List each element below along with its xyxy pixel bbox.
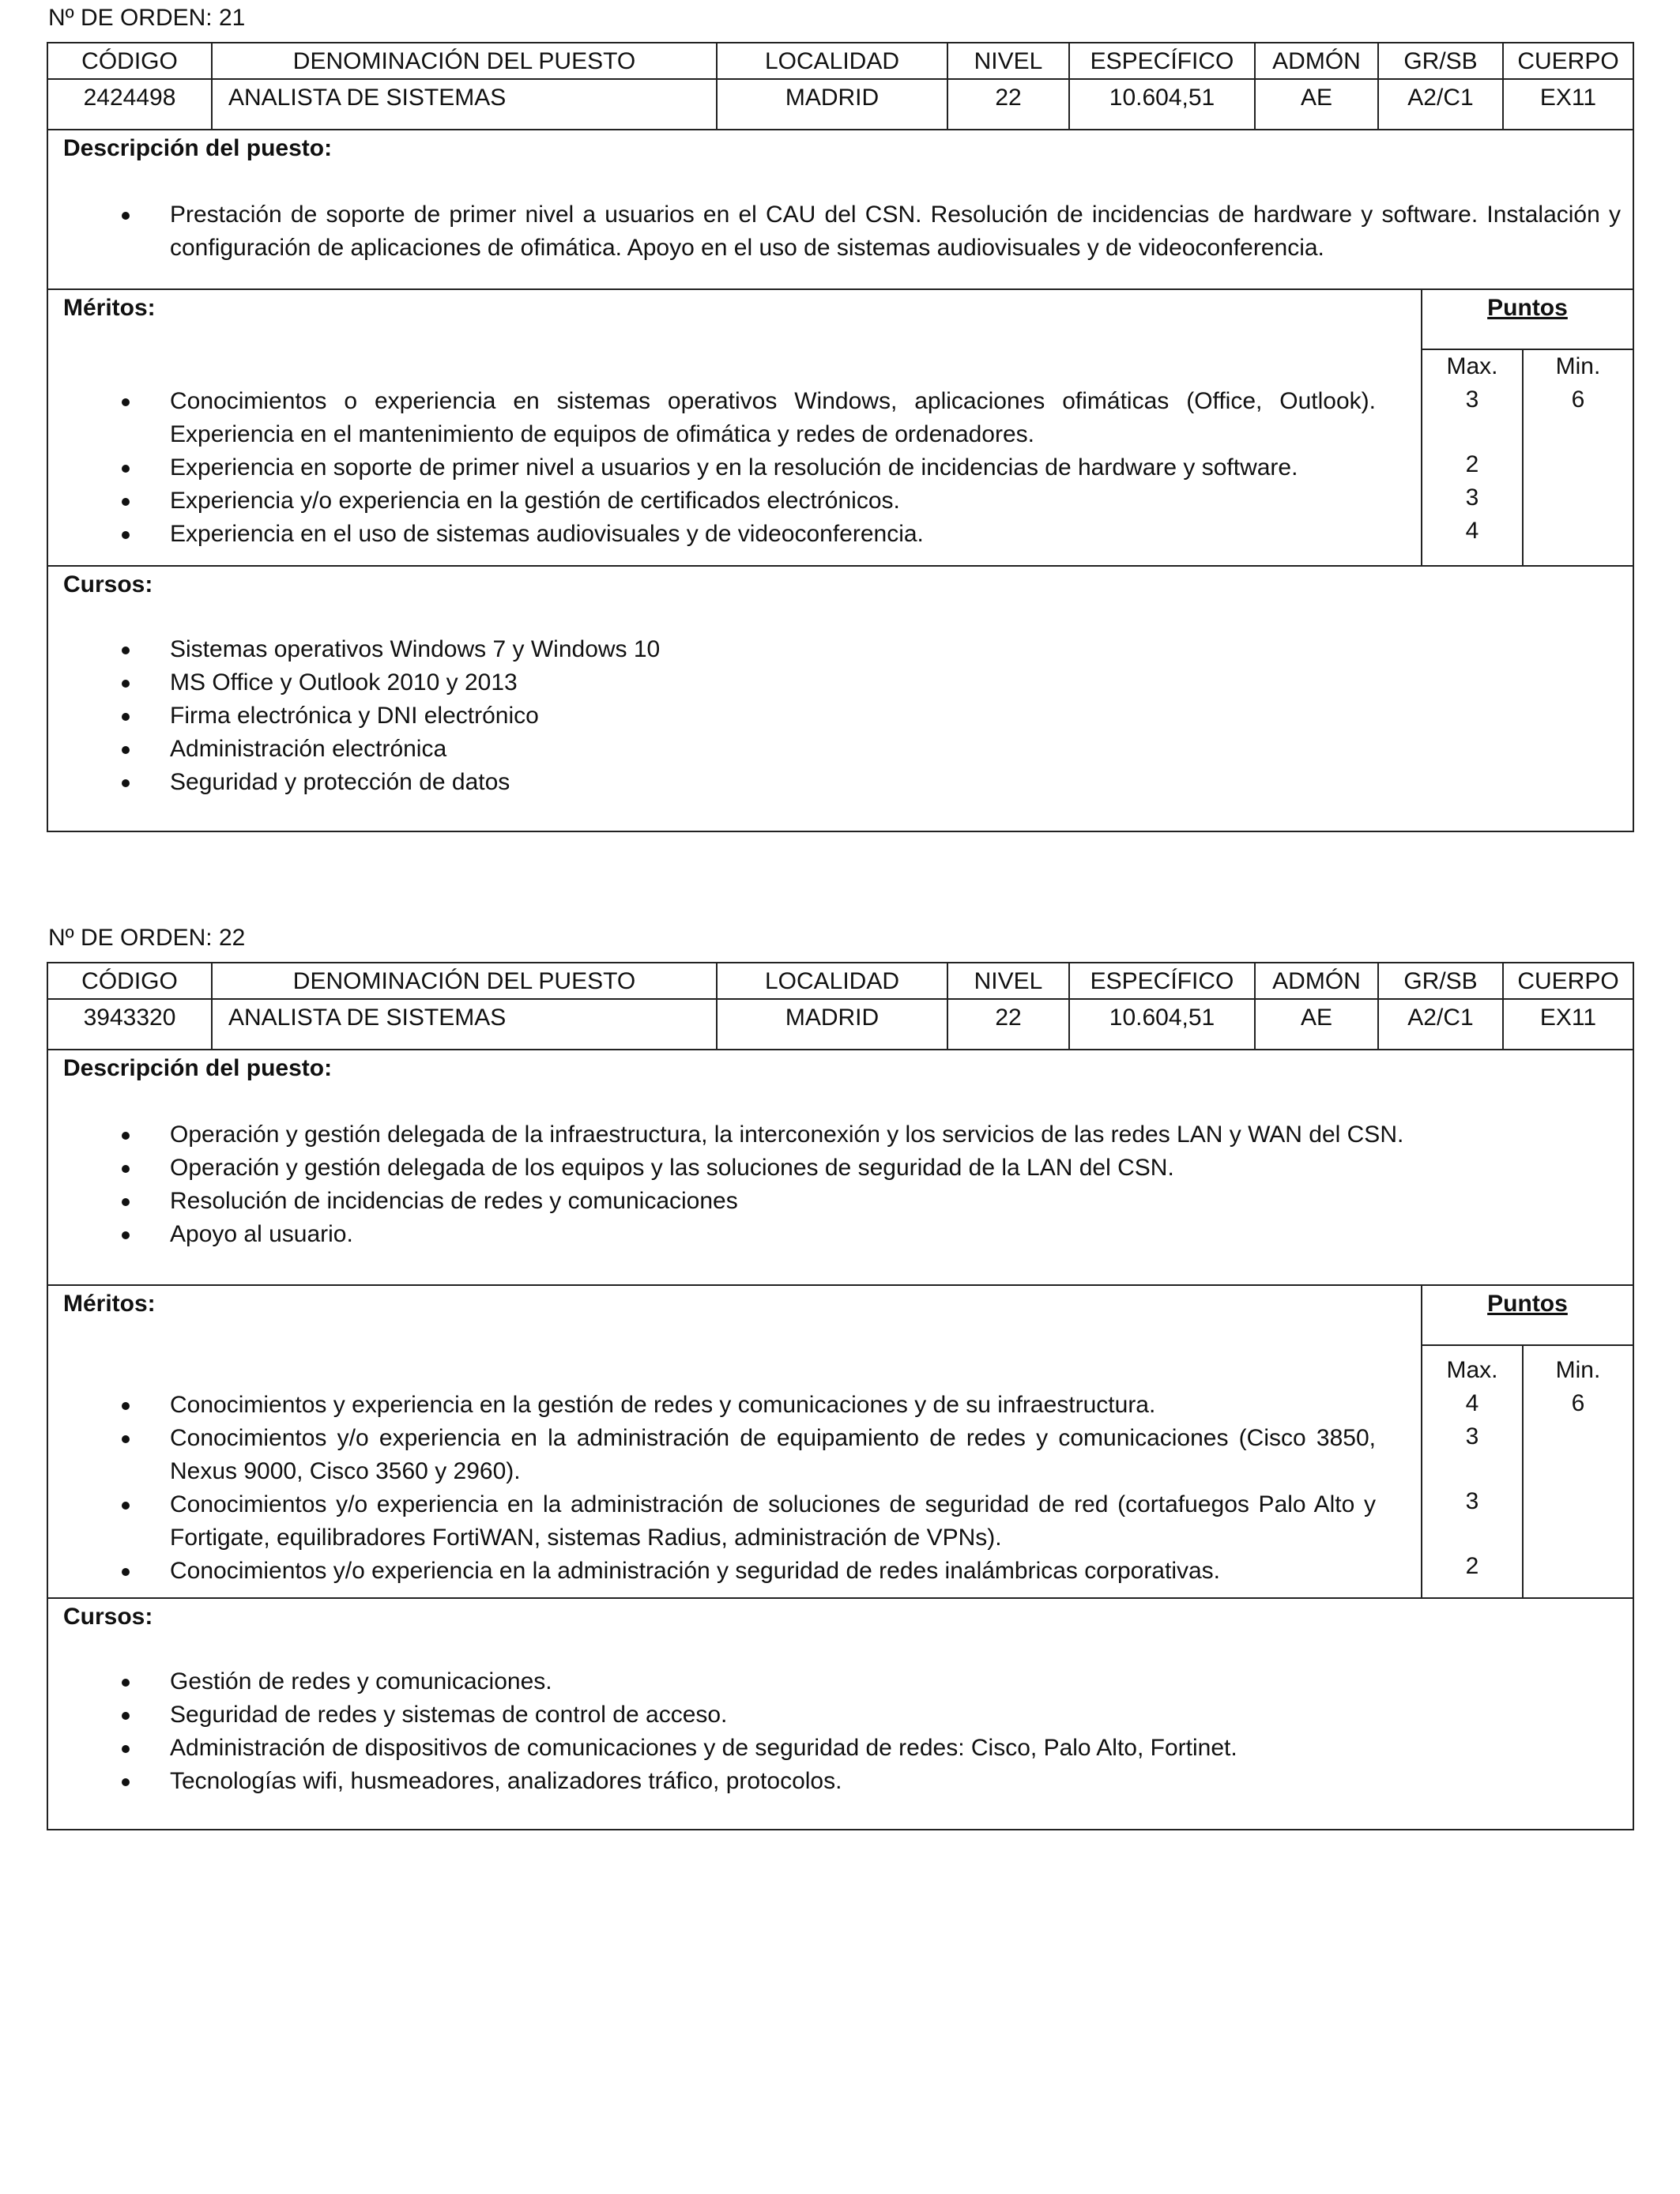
puntos-min-column	[1524, 350, 1633, 565]
list-item: Apoyo al usuario.	[48, 1218, 1621, 1251]
header-row	[48, 43, 1633, 80]
max-value: 3	[1465, 1488, 1479, 1514]
header-cuerpo: CUERPO	[1517, 48, 1619, 74]
list-item: Experiencia en soporte de primer nivel a usuarios y en la resolución de incidencias de hardware y software.	[48, 451, 1376, 484]
header-admon: ADMÓN	[1256, 43, 1379, 78]
list-item: Prestación de soporte de primer nivel a usuarios en el CAU del CSN. Resolución de incidencias de hardware y software. Instalación y configuración de aplicaciones de ofimática. Apoyo en el uso de sistemas audiovisuales y de videoconferencia.	[48, 198, 1621, 265]
value-grsb: A2/C1	[1379, 1000, 1504, 1049]
header-localidad: LOCALIDAD	[718, 43, 948, 78]
max-value: 3	[1465, 484, 1479, 511]
value-codigo: 2424498	[48, 80, 213, 129]
max-value: 2	[1465, 1553, 1479, 1579]
descripcion-list	[48, 1118, 1621, 1251]
list-item: Conocimientos y experiencia en la gestión de redes y comunicaciones y de su infraestructura.	[48, 1389, 1376, 1422]
orden-table	[47, 42, 1634, 832]
list-item: Operación y gestión delegada de los equipos y las soluciones de seguridad de la LAN del CSN.	[48, 1152, 1621, 1185]
max-value: 4	[1465, 518, 1479, 544]
list-item: Seguridad de redes y sistemas de control de acceso.	[48, 1698, 1621, 1732]
value-codigo: 3943320	[48, 1000, 213, 1049]
puntos-label: Puntos	[1422, 1286, 1633, 1346]
list-item: Seguridad y protección de datos	[48, 766, 1621, 799]
meritos-label: Méritos:	[63, 295, 156, 321]
max-value: 3	[1465, 386, 1479, 413]
header-cuerpo: CUERPO	[1517, 968, 1619, 994]
list-item: Gestión de redes y comunicaciones.	[48, 1665, 1621, 1698]
header-codigo: CÓDIGO	[48, 963, 213, 998]
value-nivel: 22	[948, 1000, 1070, 1049]
puntos-min-column	[1524, 1346, 1633, 1597]
puntos-max-column	[1422, 1346, 1524, 1597]
list-item: Tecnologías wifi, husmeadores, analizadores tráfico, protocolos.	[48, 1765, 1621, 1798]
list-item: Resolución de incidencias de redes y comunicaciones	[48, 1185, 1621, 1218]
max-label: Max.	[1446, 1357, 1498, 1383]
descripcion-label: Descripción del puesto:	[63, 1055, 333, 1081]
orden-title: Nº DE ORDEN: 22	[48, 925, 246, 951]
value-admon: AE	[1256, 1000, 1379, 1049]
min-label: Min.	[1555, 1357, 1601, 1383]
header-denominacion: DENOMINACIÓN DEL PUESTO	[213, 43, 718, 78]
cursos-list	[48, 633, 1621, 799]
cursos-label: Cursos:	[63, 571, 153, 598]
value-cuerpo: EX11	[1539, 1005, 1597, 1031]
cursos-section	[48, 567, 1633, 834]
header-localidad: LOCALIDAD	[718, 963, 948, 998]
descripcion-label: Descripción del puesto:	[63, 135, 333, 161]
header-especifico: ESPECÍFICO	[1070, 963, 1256, 998]
puntos-values	[1422, 350, 1633, 565]
puntos-max-column	[1422, 350, 1524, 565]
max-label: Max.	[1446, 353, 1498, 379]
meritos-section	[48, 1286, 1633, 1599]
cursos-section	[48, 1599, 1633, 1827]
puntos-label: Puntos	[1422, 290, 1633, 350]
list-item: Sistemas operativos Windows 7 y Windows 10	[48, 633, 1621, 666]
cursos-label: Cursos:	[63, 1604, 153, 1630]
value-especifico: 10.604,51	[1070, 1000, 1256, 1049]
header-especifico: ESPECÍFICO	[1070, 43, 1256, 78]
meritos-content	[48, 290, 1422, 565]
value-grsb: A2/C1	[1379, 80, 1504, 129]
value-especifico: 10.604,51	[1070, 80, 1256, 129]
list-item: Experiencia en el uso de sistemas audiovisuales y de videoconferencia.	[48, 518, 1376, 551]
value-denominacion: ANALISTA DE SISTEMAS	[213, 1000, 718, 1049]
min-value: 6	[1571, 1390, 1585, 1416]
max-value: 2	[1465, 451, 1479, 477]
max-value: 3	[1465, 1423, 1479, 1449]
puntos-column	[1422, 1286, 1633, 1597]
header-grsb: GR/SB	[1379, 43, 1504, 78]
header-row	[48, 963, 1633, 1000]
descripcion-section	[48, 1050, 1633, 1286]
header-admon: ADMÓN	[1256, 963, 1379, 998]
value-admon: AE	[1256, 80, 1379, 129]
list-item: Administración de dispositivos de comunicaciones y de seguridad de redes: Cisco, Palo Alto, Fortinet.	[48, 1732, 1621, 1765]
value-nivel: 22	[948, 80, 1070, 129]
meritos-label: Méritos:	[63, 1291, 156, 1317]
header-nivel: NIVEL	[948, 963, 1070, 998]
values-row	[48, 80, 1633, 130]
list-item: Conocimientos y/o experiencia en la administración de soluciones de seguridad de red (cortafuegos Palo Alto y Fortigate, equilibradores FortiWAN, sistemas Radius, administración de VPNs).	[48, 1488, 1376, 1555]
list-item: Operación y gestión delegada de la infraestructura, la interconexión y los servicios de las redes LAN y WAN del CSN.	[48, 1118, 1621, 1152]
list-item: Conocimientos o experiencia en sistemas operativos Windows, aplicaciones ofimáticas (Office, Outlook). Experiencia en el mantenimiento de equipos de ofimática y redes de ordenadores.	[48, 385, 1376, 451]
list-item: Administración electrónica	[48, 733, 1621, 766]
list-item: Conocimientos y/o experiencia en la administración de equipamiento de redes y comunicaciones (Cisco 3850, Nexus 9000, Cisco 3560 y 2960).	[48, 1422, 1376, 1488]
values-row	[48, 1000, 1633, 1050]
meritos-list	[48, 385, 1376, 551]
min-label: Min.	[1555, 353, 1601, 379]
puntos-values	[1422, 1346, 1633, 1597]
list-item: Conocimientos y/o experiencia en la administración y seguridad de redes inalámbricas corporativas.	[48, 1555, 1376, 1588]
value-cuerpo: EX11	[1539, 85, 1597, 111]
value-localidad: MADRID	[718, 1000, 948, 1049]
list-item: Experiencia y/o experiencia en la gestión de certificados electrónicos.	[48, 484, 1376, 518]
header-codigo: CÓDIGO	[48, 43, 213, 78]
meritos-section	[48, 290, 1633, 567]
orden-table	[47, 962, 1634, 1830]
list-item: MS Office y Outlook 2010 y 2013	[48, 666, 1621, 699]
value-denominacion: ANALISTA DE SISTEMAS	[213, 80, 718, 129]
orden-title: Nº DE ORDEN: 21	[48, 5, 246, 31]
header-nivel: NIVEL	[948, 43, 1070, 78]
descripcion-list	[48, 198, 1621, 265]
meritos-list	[48, 1389, 1376, 1588]
header-grsb: GR/SB	[1379, 963, 1504, 998]
meritos-content	[48, 1286, 1422, 1597]
puntos-column	[1422, 290, 1633, 565]
descripcion-section	[48, 130, 1633, 290]
value-localidad: MADRID	[718, 80, 948, 129]
list-item: Firma electrónica y DNI electrónico	[48, 699, 1621, 733]
max-value: 4	[1465, 1390, 1479, 1416]
header-denominacion: DENOMINACIÓN DEL PUESTO	[213, 963, 718, 998]
cursos-list	[48, 1665, 1621, 1798]
min-value: 6	[1571, 386, 1585, 413]
